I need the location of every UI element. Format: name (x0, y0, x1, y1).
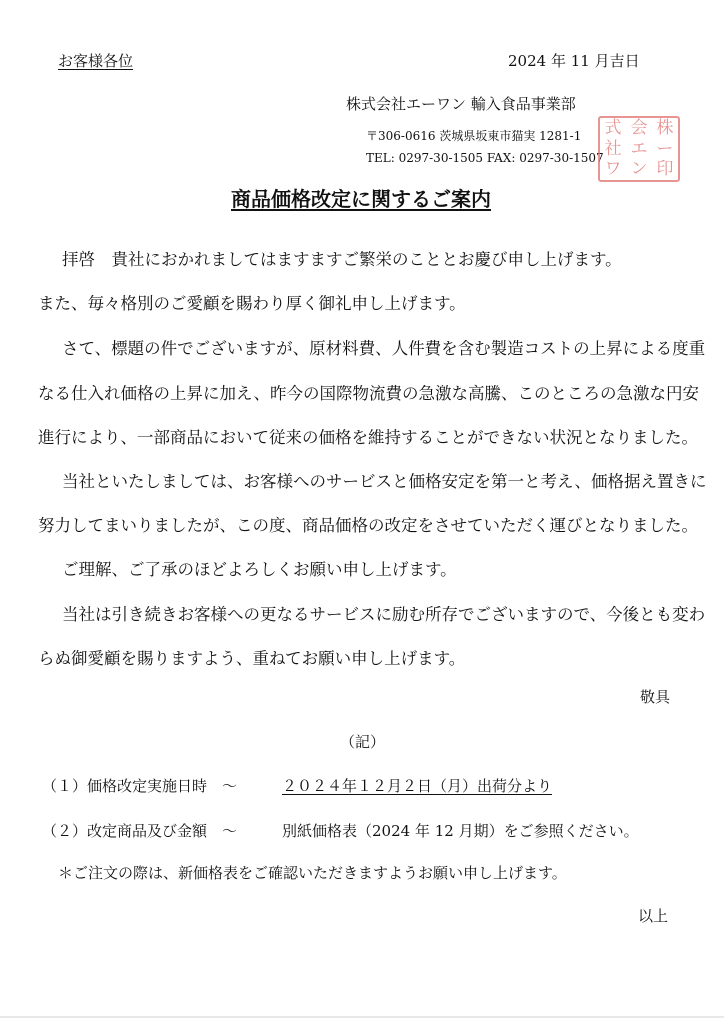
body-line: さて、標題の件でございますが、原材料費、人件費を含む製造コストの上昇による度重 (62, 339, 706, 358)
body-line: ご理解、ご了承のほどよろしくお願い申し上げます。 (62, 560, 457, 579)
body-line: らぬ御愛顧を賜りますよう、重ねてお願い申し上げます。 (38, 649, 466, 668)
seal-char: ワ (604, 159, 622, 180)
body-line: 進行により、一部商品において従来の価格を維持することができない状況となりました。 (38, 428, 698, 447)
seal-char: ー (656, 138, 674, 159)
body-line: 当社は引き続きお客様への更なるサービスに励む所存でございますので、今後とも変わ (62, 605, 706, 624)
seal-char: 株 (656, 118, 674, 138)
company-name: 株式会社エーワン 輸入食品事業部 (346, 95, 576, 113)
seal-char: 印 (656, 159, 674, 180)
company-seal (598, 116, 680, 182)
company-address: 〒306-0616 茨城県坂東市猫実 1281-1 (366, 129, 582, 143)
issue-date: 2024 年 11 月吉日 (508, 52, 640, 70)
addressee: お客様各位 (58, 52, 134, 70)
item-value: ２０２４年１２月２日（月）出荷分より (282, 777, 553, 795)
note-line: ＊ご注文の際は、新価格表をご確認いただきますようお願い申し上げます。 (58, 864, 567, 882)
seal-char: 会 (630, 118, 648, 138)
seal-char: エ (630, 138, 648, 159)
item-label: （２）改定商品及び金額 ～ (42, 822, 238, 840)
ki-heading: （記） (340, 733, 386, 751)
end-remark: 以上 (638, 907, 669, 925)
page-edge-divider (0, 1016, 724, 1018)
page-title: 商品価格改定に関するご案内 (231, 187, 491, 211)
body-line: 努力してまいりましたが、この度、商品価格の改定をさせていただく運びとなりました。 (38, 516, 698, 535)
seal-char: ン (630, 159, 648, 180)
seal-char: 式 (604, 118, 622, 138)
item-label: （１）価格改定実施日時 ～ (42, 777, 238, 795)
body-line: また、毎々格別のご愛顧を賜わり厚く御礼申し上げます。 (38, 294, 466, 313)
body-line: なる仕入れ価格の上昇に加え、昨今の国際物流費の急激な高騰、このところの急激な円安 (38, 384, 699, 403)
body-line: 当社といたしましては、お客様へのサービスと価格安定を第一と考え、価格据え置きに (62, 472, 707, 491)
body-line: 拝啓 貴社におかれましてはますますご繁栄のこととお慶び申し上げます。 (62, 250, 622, 269)
item-value: 別紙価格表（2024 年 12 月期）をご参照ください。 (282, 822, 639, 840)
seal-char: 社 (604, 138, 622, 159)
closing-remark: 敬具 (640, 688, 671, 706)
company-contact: TEL: 0297-30-1505 FAX: 0297-30-1507 (366, 151, 604, 165)
